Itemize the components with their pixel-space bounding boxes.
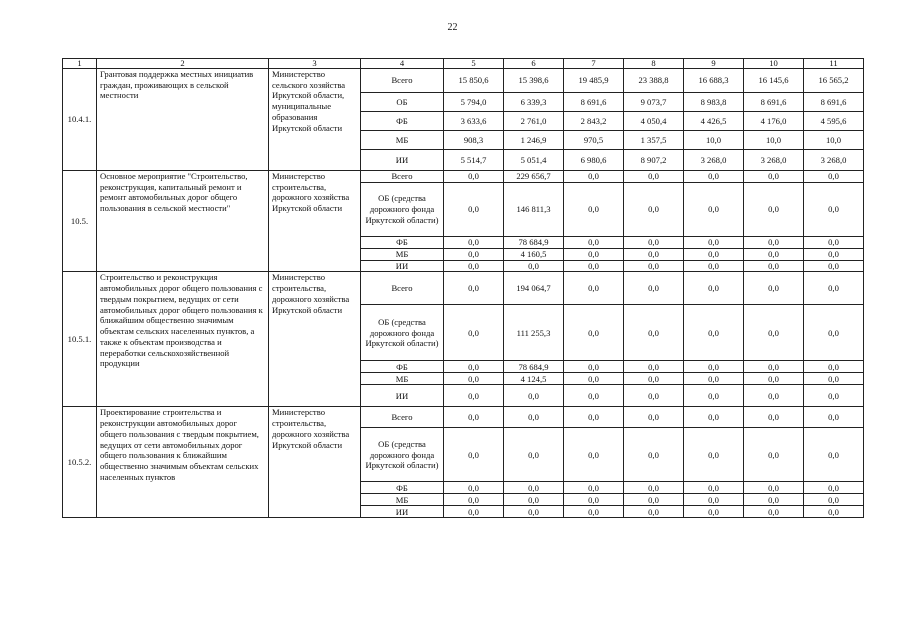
amount-cell: 0,0 <box>444 506 504 518</box>
amount-cell: 0,0 <box>804 506 864 518</box>
amount-cell: 4 176,0 <box>744 112 804 131</box>
amount-cell: 5 794,0 <box>444 93 504 112</box>
amount-cell: 4 160,5 <box>504 248 564 260</box>
amount-cell: 0,0 <box>804 482 864 494</box>
item-name: Проектирование строительства и реконструкции автомобильных дорог общего пользования с твердым покрытием, ведущих от сети автомобильных дорог общего пользования к ближайшим общественно значимым объектам сельских населенных пунктов <box>97 407 269 518</box>
amount-cell: 0,0 <box>744 482 804 494</box>
amount-cell: 0,0 <box>444 361 504 373</box>
amount-cell: 970,5 <box>564 131 624 150</box>
amount-cell: 8 983,8 <box>684 93 744 112</box>
amount-cell: 0,0 <box>744 260 804 272</box>
amount-cell: 0,0 <box>564 506 624 518</box>
item-code: 10.5.2. <box>63 407 97 518</box>
amount-cell: 0,0 <box>624 272 684 305</box>
amount-cell: 0,0 <box>684 506 744 518</box>
funding-source: МБ <box>361 373 444 385</box>
amount-cell: 0,0 <box>624 171 684 183</box>
amount-cell: 1 357,5 <box>624 131 684 150</box>
funding-source: ИИ <box>361 150 444 171</box>
amount-cell: 0,0 <box>744 248 804 260</box>
amount-cell: 0,0 <box>744 305 804 361</box>
amount-cell: 0,0 <box>564 428 624 482</box>
amount-cell: 0,0 <box>684 305 744 361</box>
amount-cell: 1 246,9 <box>504 131 564 150</box>
funding-source: Всего <box>361 171 444 183</box>
amount-cell: 0,0 <box>444 385 504 407</box>
column-header: 9 <box>684 59 744 69</box>
amount-cell: 0,0 <box>504 385 564 407</box>
amount-cell: 8 691,6 <box>564 93 624 112</box>
amount-cell: 0,0 <box>444 482 504 494</box>
column-header: 2 <box>97 59 269 69</box>
amount-cell: 8 907,2 <box>624 150 684 171</box>
amount-cell: 6 980,6 <box>564 150 624 171</box>
amount-cell: 0,0 <box>744 182 804 236</box>
amount-cell: 0,0 <box>564 494 624 506</box>
amount-cell: 0,0 <box>444 248 504 260</box>
amount-cell: 0,0 <box>804 171 864 183</box>
amount-cell: 3 268,0 <box>684 150 744 171</box>
amount-cell: 0,0 <box>624 407 684 428</box>
amount-cell: 0,0 <box>564 361 624 373</box>
amount-cell: 0,0 <box>564 385 624 407</box>
item-code: 10.5.1. <box>63 272 97 407</box>
column-header: 3 <box>269 59 361 69</box>
funding-source: ИИ <box>361 385 444 407</box>
amount-cell: 0,0 <box>444 407 504 428</box>
amount-cell: 0,0 <box>744 272 804 305</box>
amount-cell: 9 073,7 <box>624 93 684 112</box>
amount-cell: 0,0 <box>504 482 564 494</box>
item-executor: Министерство строительства, дорожного хозяйства Иркутской области <box>269 171 361 272</box>
funding-source: ФБ <box>361 361 444 373</box>
amount-cell: 0,0 <box>504 407 564 428</box>
amount-cell: 0,0 <box>744 361 804 373</box>
amount-cell: 0,0 <box>684 428 744 482</box>
column-header: 6 <box>504 59 564 69</box>
amount-cell: 23 388,8 <box>624 69 684 93</box>
amount-cell: 0,0 <box>504 428 564 482</box>
amount-cell: 4 124,5 <box>504 373 564 385</box>
amount-cell: 0,0 <box>504 506 564 518</box>
amount-cell: 5 514,7 <box>444 150 504 171</box>
amount-cell: 0,0 <box>744 428 804 482</box>
amount-cell: 0,0 <box>444 428 504 482</box>
amount-cell: 0,0 <box>624 494 684 506</box>
funding-source: ИИ <box>361 260 444 272</box>
amount-cell: 8 691,6 <box>804 93 864 112</box>
amount-cell: 0,0 <box>624 506 684 518</box>
amount-cell: 0,0 <box>564 248 624 260</box>
amount-cell: 0,0 <box>684 385 744 407</box>
amount-cell: 4 050,4 <box>624 112 684 131</box>
item-name: Строительство и реконструкция автомобильных дорог общего пользования с твердым покрытием, ведущих от сети автомобильных дорог общего пользования к ближайшим общественно значимым объектам сельских населенных пунктов, а также к объектам производства и переработки сельскохозяйственной продукции <box>97 272 269 407</box>
funding-source: ОБ (средства дорожного фонда Иркутской области) <box>361 182 444 236</box>
amount-cell: 0,0 <box>444 260 504 272</box>
amount-cell: 194 064,7 <box>504 272 564 305</box>
amount-cell: 0,0 <box>744 373 804 385</box>
amount-cell: 0,0 <box>624 428 684 482</box>
amount-cell: 0,0 <box>444 171 504 183</box>
funding-source: ФБ <box>361 236 444 248</box>
item-name: Грантовая поддержка местных инициатив граждан, проживающих в сельской местности <box>97 69 269 171</box>
amount-cell: 0,0 <box>444 182 504 236</box>
amount-cell: 0,0 <box>624 305 684 361</box>
amount-cell: 0,0 <box>684 407 744 428</box>
amount-cell: 0,0 <box>684 260 744 272</box>
amount-cell: 16 688,3 <box>684 69 744 93</box>
amount-cell: 5 051,4 <box>504 150 564 171</box>
amount-cell: 0,0 <box>804 385 864 407</box>
item-executor: Министерство строительства, дорожного хозяйства Иркутской области <box>269 272 361 407</box>
table-row <box>63 407 864 428</box>
amount-cell: 10,0 <box>744 131 804 150</box>
amount-cell: 0,0 <box>444 236 504 248</box>
amount-cell: 0,0 <box>624 248 684 260</box>
funding-source: ОБ (средства дорожного фонда Иркутской области) <box>361 305 444 361</box>
amount-cell: 0,0 <box>564 305 624 361</box>
amount-cell: 0,0 <box>804 260 864 272</box>
funding-source: ОБ (средства дорожного фонда Иркутской области) <box>361 428 444 482</box>
column-header: 8 <box>624 59 684 69</box>
amount-cell: 78 684,9 <box>504 361 564 373</box>
amount-cell: 0,0 <box>684 272 744 305</box>
amount-cell: 0,0 <box>684 373 744 385</box>
amount-cell: 0,0 <box>804 236 864 248</box>
amount-cell: 0,0 <box>744 236 804 248</box>
amount-cell: 0,0 <box>564 171 624 183</box>
table-row <box>63 171 864 183</box>
amount-cell: 0,0 <box>564 373 624 385</box>
item-code: 10.5. <box>63 171 97 272</box>
column-header: 1 <box>63 59 97 69</box>
amount-cell: 0,0 <box>684 182 744 236</box>
amount-cell: 0,0 <box>804 182 864 236</box>
item-name: Основное мероприятие "Строительство, реконструкция, капитальный ремонт и ремонт автомобильных дорог общего пользования в сельской местности" <box>97 171 269 272</box>
amount-cell: 0,0 <box>684 236 744 248</box>
amount-cell: 0,0 <box>504 494 564 506</box>
amount-cell: 0,0 <box>804 428 864 482</box>
amount-cell: 0,0 <box>804 272 864 305</box>
column-header: 10 <box>744 59 804 69</box>
funding-source: ОБ <box>361 93 444 112</box>
amount-cell: 10,0 <box>804 131 864 150</box>
amount-cell: 0,0 <box>684 482 744 494</box>
amount-cell: 146 811,3 <box>504 182 564 236</box>
amount-cell: 0,0 <box>504 260 564 272</box>
amount-cell: 3 268,0 <box>804 150 864 171</box>
amount-cell: 0,0 <box>744 407 804 428</box>
page-number: 22 <box>447 22 458 33</box>
amount-cell: 2 761,0 <box>504 112 564 131</box>
amount-cell: 0,0 <box>444 305 504 361</box>
amount-cell: 15 398,6 <box>504 69 564 93</box>
item-executor: Министерство сельского хозяйства Иркутской области, муниципальные образования Иркутской области <box>269 69 361 171</box>
amount-cell: 0,0 <box>444 494 504 506</box>
amount-cell: 0,0 <box>564 182 624 236</box>
table-row <box>63 69 864 93</box>
amount-cell: 0,0 <box>684 248 744 260</box>
amount-cell: 0,0 <box>804 407 864 428</box>
amount-cell: 15 850,6 <box>444 69 504 93</box>
item-executor: Министерство строительства, дорожного хозяйства Иркутской области <box>269 407 361 518</box>
amount-cell: 16 565,2 <box>804 69 864 93</box>
amount-cell: 0,0 <box>564 407 624 428</box>
amount-cell: 10,0 <box>684 131 744 150</box>
amount-cell: 0,0 <box>624 236 684 248</box>
amount-cell: 111 255,3 <box>504 305 564 361</box>
table-row <box>63 272 864 305</box>
amount-cell: 3 633,6 <box>444 112 504 131</box>
funding-source: Всего <box>361 272 444 305</box>
funding-source: МБ <box>361 494 444 506</box>
funding-source: МБ <box>361 131 444 150</box>
funding-source: МБ <box>361 248 444 260</box>
amount-cell: 0,0 <box>624 182 684 236</box>
amount-cell: 6 339,3 <box>504 93 564 112</box>
amount-cell: 0,0 <box>804 373 864 385</box>
header-row <box>63 59 864 69</box>
amount-cell: 0,0 <box>624 385 684 407</box>
column-header: 11 <box>804 59 864 69</box>
amount-cell: 0,0 <box>804 494 864 506</box>
amount-cell: 2 843,2 <box>564 112 624 131</box>
amount-cell: 0,0 <box>684 171 744 183</box>
amount-cell: 0,0 <box>564 482 624 494</box>
amount-cell: 0,0 <box>684 361 744 373</box>
amount-cell: 0,0 <box>444 373 504 385</box>
amount-cell: 0,0 <box>624 260 684 272</box>
item-code: 10.4.1. <box>63 69 97 171</box>
column-header: 5 <box>444 59 504 69</box>
amount-cell: 0,0 <box>624 373 684 385</box>
funding-source: ФБ <box>361 482 444 494</box>
amount-cell: 78 684,9 <box>504 236 564 248</box>
amount-cell: 0,0 <box>684 494 744 506</box>
amount-cell: 16 145,6 <box>744 69 804 93</box>
amount-cell: 0,0 <box>564 260 624 272</box>
amount-cell: 908,3 <box>444 131 504 150</box>
amount-cell: 3 268,0 <box>744 150 804 171</box>
amount-cell: 0,0 <box>624 361 684 373</box>
budget-table <box>62 58 864 518</box>
amount-cell: 0,0 <box>744 385 804 407</box>
funding-source: Всего <box>361 69 444 93</box>
amount-cell: 229 656,7 <box>504 171 564 183</box>
column-header: 4 <box>361 59 444 69</box>
amount-cell: 8 691,6 <box>744 93 804 112</box>
amount-cell: 0,0 <box>564 236 624 248</box>
amount-cell: 4 595,6 <box>804 112 864 131</box>
amount-cell: 0,0 <box>444 272 504 305</box>
amount-cell: 0,0 <box>804 248 864 260</box>
funding-source: ИИ <box>361 506 444 518</box>
funding-source: ФБ <box>361 112 444 131</box>
amount-cell: 0,0 <box>564 272 624 305</box>
column-header: 7 <box>564 59 624 69</box>
funding-source: Всего <box>361 407 444 428</box>
amount-cell: 19 485,9 <box>564 69 624 93</box>
amount-cell: 0,0 <box>744 506 804 518</box>
amount-cell: 0,0 <box>744 494 804 506</box>
amount-cell: 0,0 <box>804 361 864 373</box>
amount-cell: 0,0 <box>744 171 804 183</box>
amount-cell: 0,0 <box>804 305 864 361</box>
amount-cell: 4 426,5 <box>684 112 744 131</box>
amount-cell: 0,0 <box>624 482 684 494</box>
